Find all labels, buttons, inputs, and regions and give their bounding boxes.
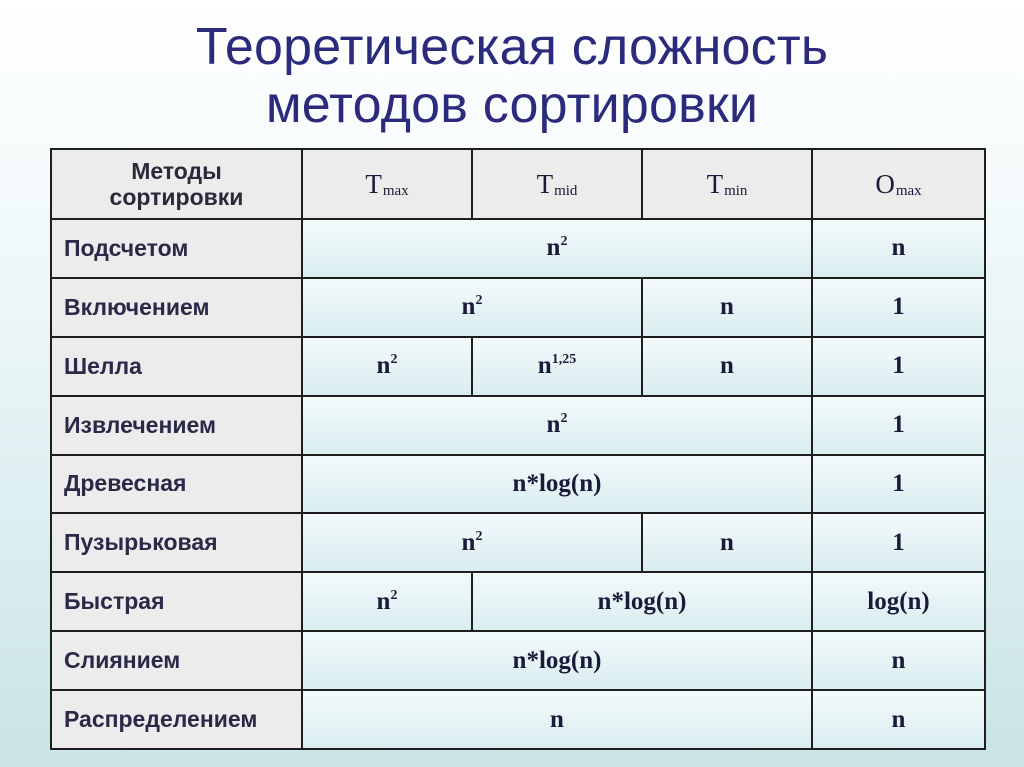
table-row	[51, 337, 985, 396]
complexity-value: n*log(n)	[512, 646, 602, 674]
complexity-cell	[472, 337, 642, 396]
method-name: Слиянием	[51, 631, 302, 690]
header-o-max	[812, 149, 985, 219]
complexity-value: n	[720, 293, 734, 321]
complexity-value: n*log(n)	[597, 587, 687, 615]
method-name: Шелла	[51, 337, 302, 396]
complexity-cell	[302, 278, 642, 337]
complexity-cell	[642, 278, 812, 337]
header-t-max-base: T	[365, 168, 382, 199]
complexity-value: n	[891, 705, 906, 733]
complexity-cell	[302, 396, 812, 455]
method-name: Пузырьковая	[51, 513, 302, 572]
header-t-min-base: T	[706, 168, 724, 199]
table-row	[51, 513, 985, 572]
complexity-value: n	[550, 705, 564, 733]
complexity-cell	[812, 396, 985, 455]
complexity-cell	[302, 690, 812, 749]
method-name: Распределением	[51, 690, 302, 749]
complexity-cell	[472, 572, 812, 631]
complexity-exponent: 2	[390, 587, 398, 603]
table-row	[51, 631, 985, 690]
method-name: Извлечением	[51, 396, 302, 455]
complexity-value: n	[891, 234, 906, 262]
complexity-value: 1	[892, 528, 905, 556]
method-name: Древесная	[51, 455, 302, 514]
complexity-value: n	[891, 646, 906, 674]
table-row	[51, 690, 985, 749]
complexity-table	[50, 148, 986, 750]
complexity-value: log(n)	[867, 587, 930, 615]
table-row	[51, 455, 985, 514]
complexity-cell	[302, 572, 472, 631]
header-o-max-sub: max	[895, 182, 922, 199]
complexity-value: n	[461, 528, 476, 556]
complexity-cell	[812, 690, 985, 749]
complexity-cell	[302, 337, 472, 396]
header-t-min	[642, 149, 812, 219]
header-t-max	[302, 149, 472, 219]
method-name: Подсчетом	[51, 219, 302, 278]
header-t-max-sub: max	[382, 182, 409, 199]
complexity-exponent: 1,25	[551, 352, 577, 368]
complexity-cell	[812, 631, 985, 690]
complexity-value: 1	[892, 293, 905, 321]
complexity-cell	[812, 455, 985, 514]
complexity-value: n	[546, 411, 561, 439]
complexity-value: n	[546, 234, 561, 262]
header-methods-line-1: Методы	[131, 158, 222, 185]
complexity-cell	[642, 337, 812, 396]
method-name: Быстрая	[51, 572, 302, 631]
table-row	[51, 219, 985, 278]
complexity-value: 1	[892, 411, 905, 439]
header-o-max-base: O	[875, 168, 895, 199]
header-t-mid-base: T	[536, 168, 554, 199]
complexity-value: n	[720, 528, 734, 556]
header-t-min-sub: min	[724, 182, 748, 199]
table-row	[51, 396, 985, 455]
complexity-value: n	[720, 352, 734, 380]
complexity-value: 1	[892, 352, 905, 380]
complexity-value: n	[537, 352, 552, 380]
table-header-row	[51, 149, 985, 219]
complexity-cell	[812, 572, 985, 631]
complexity-value: n	[376, 587, 391, 615]
complexity-cell	[812, 337, 985, 396]
complexity-cell	[302, 513, 642, 572]
header-t-mid	[472, 149, 642, 219]
complexity-exponent: 2	[560, 411, 568, 427]
complexity-value: n*log(n)	[512, 469, 602, 497]
method-name: Включением	[51, 278, 302, 337]
table-row	[51, 278, 985, 337]
complexity-cell	[812, 219, 985, 278]
header-t-mid-sub: mid	[554, 182, 578, 199]
table-row	[51, 572, 985, 631]
complexity-cell	[642, 513, 812, 572]
slide-title	[0, 18, 1024, 134]
complexity-value: n	[376, 352, 391, 380]
header-methods	[51, 149, 302, 219]
complexity-exponent: 2	[475, 293, 483, 309]
complexity-exponent: 2	[390, 352, 398, 368]
complexity-cell	[812, 278, 985, 337]
complexity-exponent: 2	[475, 528, 483, 544]
slide-title-line-1: Теоретическая сложность	[195, 18, 829, 76]
complexity-exponent: 2	[560, 234, 568, 250]
header-methods-line-2: сортировки	[109, 184, 244, 211]
complexity-value: 1	[892, 469, 905, 497]
complexity-cell	[302, 219, 812, 278]
complexity-value: n	[461, 293, 476, 321]
complexity-cell	[302, 455, 812, 514]
slide-title-line-2: методов сортировки	[265, 76, 759, 134]
complexity-cell	[302, 631, 812, 690]
complexity-cell	[812, 513, 985, 572]
